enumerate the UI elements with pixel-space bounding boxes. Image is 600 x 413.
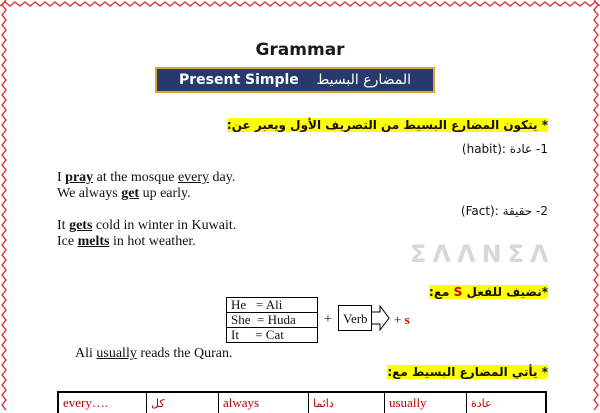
add-s-heading: *نضيف للفعل S مع:: [429, 285, 548, 299]
comes-with-heading: * يأتي المضارع البسيط مع:: [387, 365, 548, 379]
adverb-ar: كل: [147, 393, 219, 413]
fact-sentence-1: It gets cold in winter in Kuwait.: [57, 218, 237, 233]
arrow-right-icon: [372, 305, 390, 331]
adverbs-table: [57, 391, 547, 413]
habit-label: 1- عادة (habit):: [461, 142, 548, 156]
banner-english: Present Simple: [179, 72, 299, 88]
example-sentence: Ali usually reads the Quran.: [75, 346, 233, 361]
subject-he: He = Ali: [227, 298, 317, 313]
banner-arabic: المضارع البسيط: [316, 72, 411, 88]
plus-sign: +: [324, 312, 332, 327]
left-border: [0, 0, 8, 413]
fact-sentence-2: Ice melts in hot weather.: [57, 234, 196, 249]
right-border: [592, 0, 600, 413]
adverb-ar: عادة: [471, 396, 492, 410]
page-title: Grammar: [255, 40, 345, 60]
subjects-box: [226, 297, 318, 343]
habit-sentence-2: We always get up early.: [57, 186, 191, 201]
top-border: [0, 0, 600, 8]
watermark: ΣΛΛΝΣΛ: [410, 240, 555, 268]
rule-heading: * يتكون المضارع البسيط من التصريف الأول ويعبر عن:: [226, 118, 548, 132]
adverb-en: always: [219, 393, 309, 413]
adverb-en: every….: [59, 393, 147, 413]
topic-banner: [155, 67, 435, 93]
adverb-ar: دائما: [309, 393, 385, 413]
adverb-en: usually: [385, 393, 467, 413]
plus-s: + s: [394, 312, 410, 327]
fact-label: 2- حقيقة (Fact):: [460, 204, 548, 218]
habit-sentence-1: I pray at the mosque every day.: [57, 170, 236, 185]
subject-it: It = Cat: [231, 327, 284, 342]
subject-she: She = Huda: [227, 313, 317, 328]
verb-box: Verb: [338, 305, 372, 331]
